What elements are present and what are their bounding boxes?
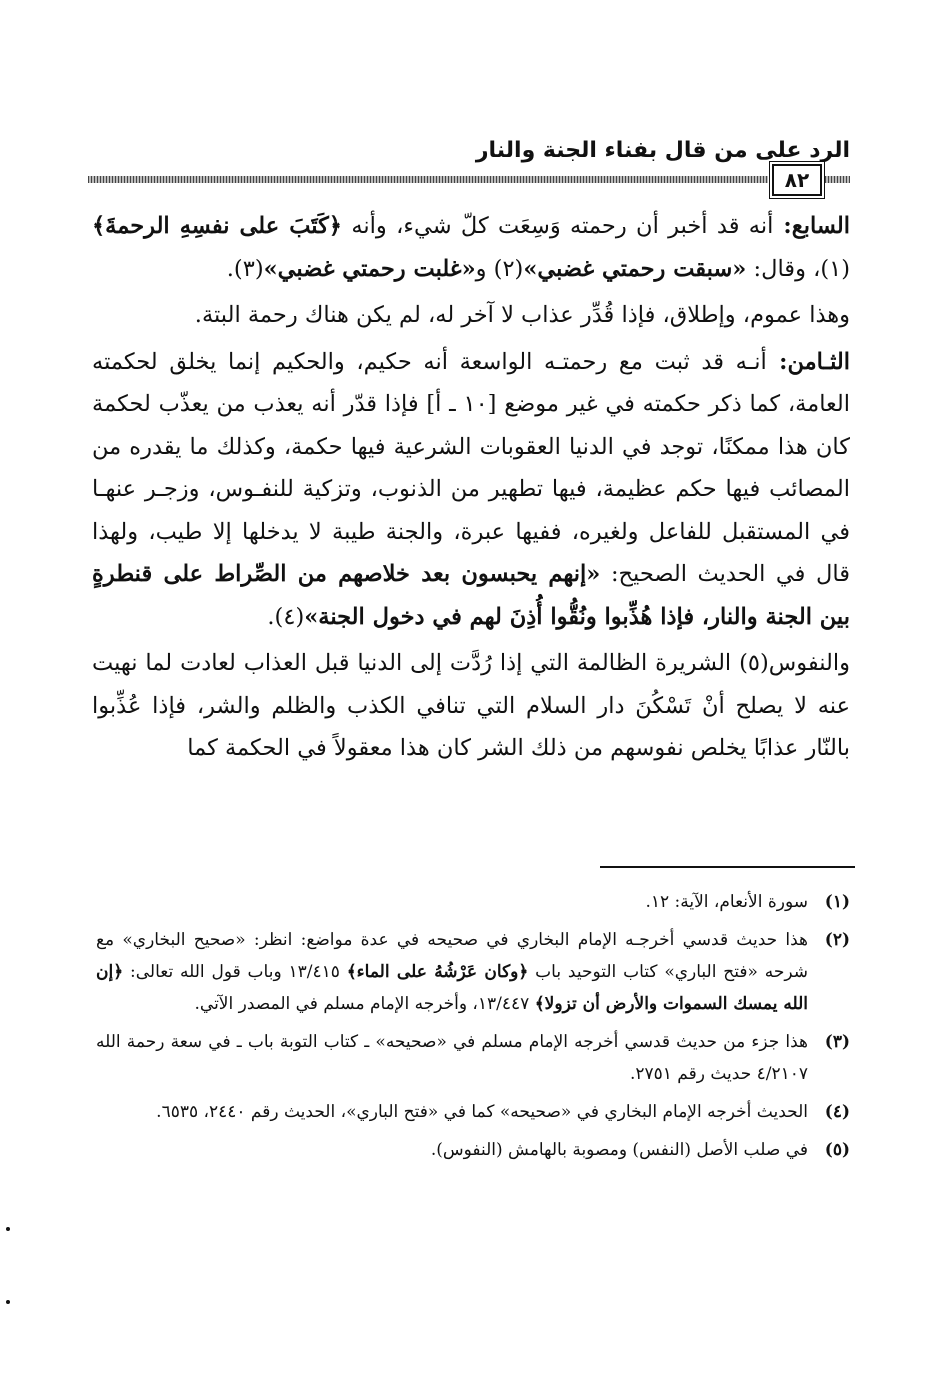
main-text: [92, 205, 850, 770]
paragraph-bold-segment: «سبقت رحمتي غضبي»: [523, 255, 747, 282]
footnote-number: (٢): [824, 930, 850, 950]
paragraph: [92, 642, 850, 770]
paragraph-segment: (٣).: [226, 255, 264, 282]
footnote: [96, 886, 850, 918]
footnote-number: (٤): [824, 1102, 850, 1122]
footnote-number: (١): [824, 892, 850, 912]
paragraph-bold-segment: الثـامن:: [766, 348, 850, 375]
footnote-segment: هذا جزء من حديث قدسي أخرجه الإمام مسلم في «صحيحه» ـ كتاب التوبة باب ـ في سعة رحمة الله ٤/٢١٠٧ حديث رقم ٢٧٥١.: [96, 1032, 808, 1084]
paragraph-segment: وهذا عموم، وإطلاق، فإذا قُدِّر عذاب لا آخر له، لم يكن هناك رحمة البتة.: [194, 302, 850, 328]
footnote: [96, 1096, 850, 1128]
paragraph-segment: (١)، وقال:: [746, 255, 850, 282]
paragraph: [92, 341, 850, 639]
scan-speck: [6, 1227, 10, 1231]
footnote-bold-segment: ﴿إن الله يمسك السموات والأرض أن تزولا﴾: [96, 962, 808, 1014]
footnote: [96, 1134, 850, 1166]
paragraph: [92, 205, 850, 290]
footnote-text: [96, 1026, 808, 1090]
footnote-segment: هذا حديث قدسي أخرجـه الإمام البخاري في صحيحه في عدة مواضع: انظر: «صحيح البخاري» مع شرحه «فتح الباري» كتاب التوحيد باب: [96, 930, 808, 982]
paragraph-bold-segment: «إنهم يحبسون بعد خلاصهم من الصِّراط على قنطرةٍ بين الجنة والنار، فإذا هُذِّبوا ونُقُّوا أُذِنَ لهم في دخول الجنة»: [92, 561, 850, 630]
footnote-bold-segment: ﴿وكان عَرْشُهُ على الماء﴾: [346, 962, 529, 982]
footnote-text: [96, 1134, 808, 1166]
paragraph: [92, 294, 850, 337]
footnote-separator: [600, 866, 855, 868]
footnote-text: [96, 1096, 808, 1128]
footnote-text: [96, 886, 808, 918]
footnote-text: [96, 924, 808, 1020]
footnotes: [96, 886, 850, 1172]
page-number: ٨٢: [772, 164, 822, 196]
running-header: [88, 136, 850, 166]
header-rule-right: [822, 176, 850, 183]
footnote-segment: سورة الأنعام، الآية: ١٢.: [645, 892, 808, 912]
header-rule: [88, 176, 768, 183]
paragraph-bold-segment: «غلبت رحمتي غضبي»: [263, 255, 476, 282]
scan-speck: [6, 1300, 10, 1304]
footnote-number: (٥): [824, 1140, 850, 1160]
footnote: [96, 1026, 850, 1090]
header-title: الرد على من قال بفناء الجنة والنار: [475, 138, 850, 163]
paragraph-segment: (٢) و: [475, 255, 524, 282]
paragraph-segment: (٤).: [267, 603, 305, 630]
paragraph-segment: أنه قد أخبر أن رحمته وَسِعَت كلّ شيء، وأنه: [341, 213, 774, 239]
paragraph-segment: والنفوس(٥) الشريرة الظالمة التي إذا رُدَّت إلى الدنيا قبل العذاب لعادت لما نهيت عنه لا يصلح أنْ تَسْكُنَ دار السلام التي تنافي الكذب والظلم والشر، فإذا عُذِّبوا بالنّار عذابًا يخلص نفوسهم من ذلك الشر كان هذا معقولاً في الحكمة كما: [92, 650, 850, 761]
paragraph-bold-segment: السابع:: [773, 213, 851, 239]
paragraph-bold-segment: ﴿كَتَبَ على نفسِهِ الرحمةَ﴾: [92, 213, 342, 239]
paragraph-segment: أنـه قد ثبت مع رحمتـه الواسعة أنه حكيم، والحكيم إنما يخلق لحكمته العامة، كما ذكر حكمته في غير موضع [١٠ ـ أ] فإذا قدّر أنه يعذب من يعذّب لحكمة كان هذا ممكنًا، توجد في الدنيا العقوبات الشرعية فيها حكمة، وكذلك ما يقدره من المصائب فيها حكم عظيمة، فيها تطهير من الذنوب، وتزكية للنفـوس، وزجـر عنهـا في المستقبل للفاعل ولغيره، ففيها عبرة، والجنة طيبة لا يدخلها إلا طيب، ولهذا قال في الحديث الصحيح:: [92, 348, 851, 587]
footnote-segment: ١٣/٤١٥ وباب قول الله تعالى:: [123, 962, 347, 982]
footnote-segment: في صلب الأصل (النفس) ومصوبة بالهامش (النفوس).: [430, 1140, 808, 1160]
footnote: [96, 924, 850, 1020]
footnote-segment: ١٣/٤٤٧، وأخرجه الإمام مسلم في المصدر الآتي.: [194, 994, 535, 1014]
footnote-segment: الحديث أخرجه الإمام البخاري في «صحيحه» كما في «فتح الباري»، الحديث رقم ٢٤٤٠، ٦٥٣٥.: [156, 1102, 808, 1122]
footnote-number: (٣): [824, 1032, 850, 1052]
